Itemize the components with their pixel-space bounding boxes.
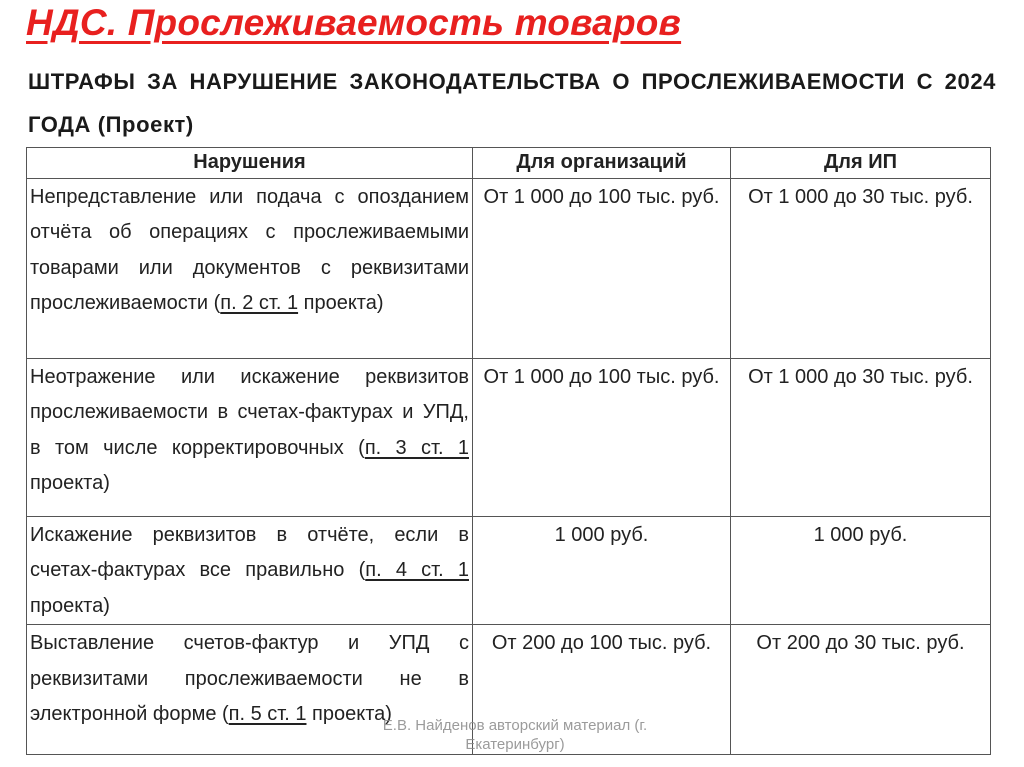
violation-suffix: проекта) xyxy=(298,292,384,315)
table-header-row xyxy=(27,148,991,179)
table-row xyxy=(27,359,991,517)
fines-table xyxy=(26,147,991,755)
violation-suffix: проекта) xyxy=(30,472,110,495)
header-organizations: Для организаций xyxy=(473,148,731,179)
violation-suffix: проекта) xyxy=(306,703,392,726)
ip-fine-cell: 1 000 руб. xyxy=(731,517,991,625)
org-fine-cell: 1 000 руб. xyxy=(473,517,731,625)
violation-suffix: проекта) xyxy=(30,594,110,617)
slide-subtitle xyxy=(28,60,996,146)
slide-title: НДС. Прослеживаемость товаров xyxy=(26,2,682,43)
violation-text: Искажение реквизитов в отчёте, если в счетах-фактурах все правильно ( xyxy=(30,524,469,582)
law-reference-link[interactable]: п. 4 ст. 1 xyxy=(365,559,469,582)
subtitle-note: (Проект) xyxy=(97,112,194,137)
violation-cell xyxy=(27,359,473,517)
subtitle-main: ШТРАФЫ ЗА НАРУШЕНИЕ ЗАКОНОДАТЕЛЬСТВА О ПРОСЛЕЖИВАЕМОСТИ С 2024 ГОДА xyxy=(28,69,996,137)
law-reference-link[interactable]: п. 2 ст. 1 xyxy=(220,292,299,315)
violation-text: Неотражение или искажение реквизитов прослеживаемости в счетах-фактурах и УПД, в том числе корректировочных ( xyxy=(30,366,469,459)
violation-cell xyxy=(27,179,473,359)
header-individual-entrepreneurs: Для ИП xyxy=(731,148,991,179)
law-reference-link[interactable]: п. 3 ст. 1 xyxy=(364,436,469,459)
table-row xyxy=(27,179,991,359)
violation-text: Выставление счетов-фактур и УПД с реквизитами прослеживаемости не в электронной форме ( xyxy=(30,632,469,726)
header-violations: Нарушения xyxy=(27,148,473,179)
ip-fine-cell: От 1 000 до 30 тыс. руб. xyxy=(731,179,991,359)
org-fine-cell: От 1 000 до 100 тыс. руб. xyxy=(473,179,731,359)
table-row xyxy=(27,517,991,625)
author-watermark: Е.В. Найденов авторский материал (г. Екатеринбург) xyxy=(382,717,648,753)
ip-fine-cell: От 200 до 30 тыс. руб. xyxy=(731,625,991,755)
org-fine-cell: От 1 000 до 100 тыс. руб. xyxy=(473,359,731,517)
law-reference-link[interactable]: п. 5 ст. 1 xyxy=(228,703,307,726)
violation-text: Непредставление или подача с опозданием отчёта об операциях с прослеживаемыми товарами или документов с реквизитами прослеживаемости ( xyxy=(30,186,469,315)
org-fine-cell: От 200 до 100 тыс. руб. xyxy=(473,625,731,755)
violation-cell xyxy=(27,517,473,625)
ip-fine-cell: От 1 000 до 30 тыс. руб. xyxy=(731,359,991,517)
